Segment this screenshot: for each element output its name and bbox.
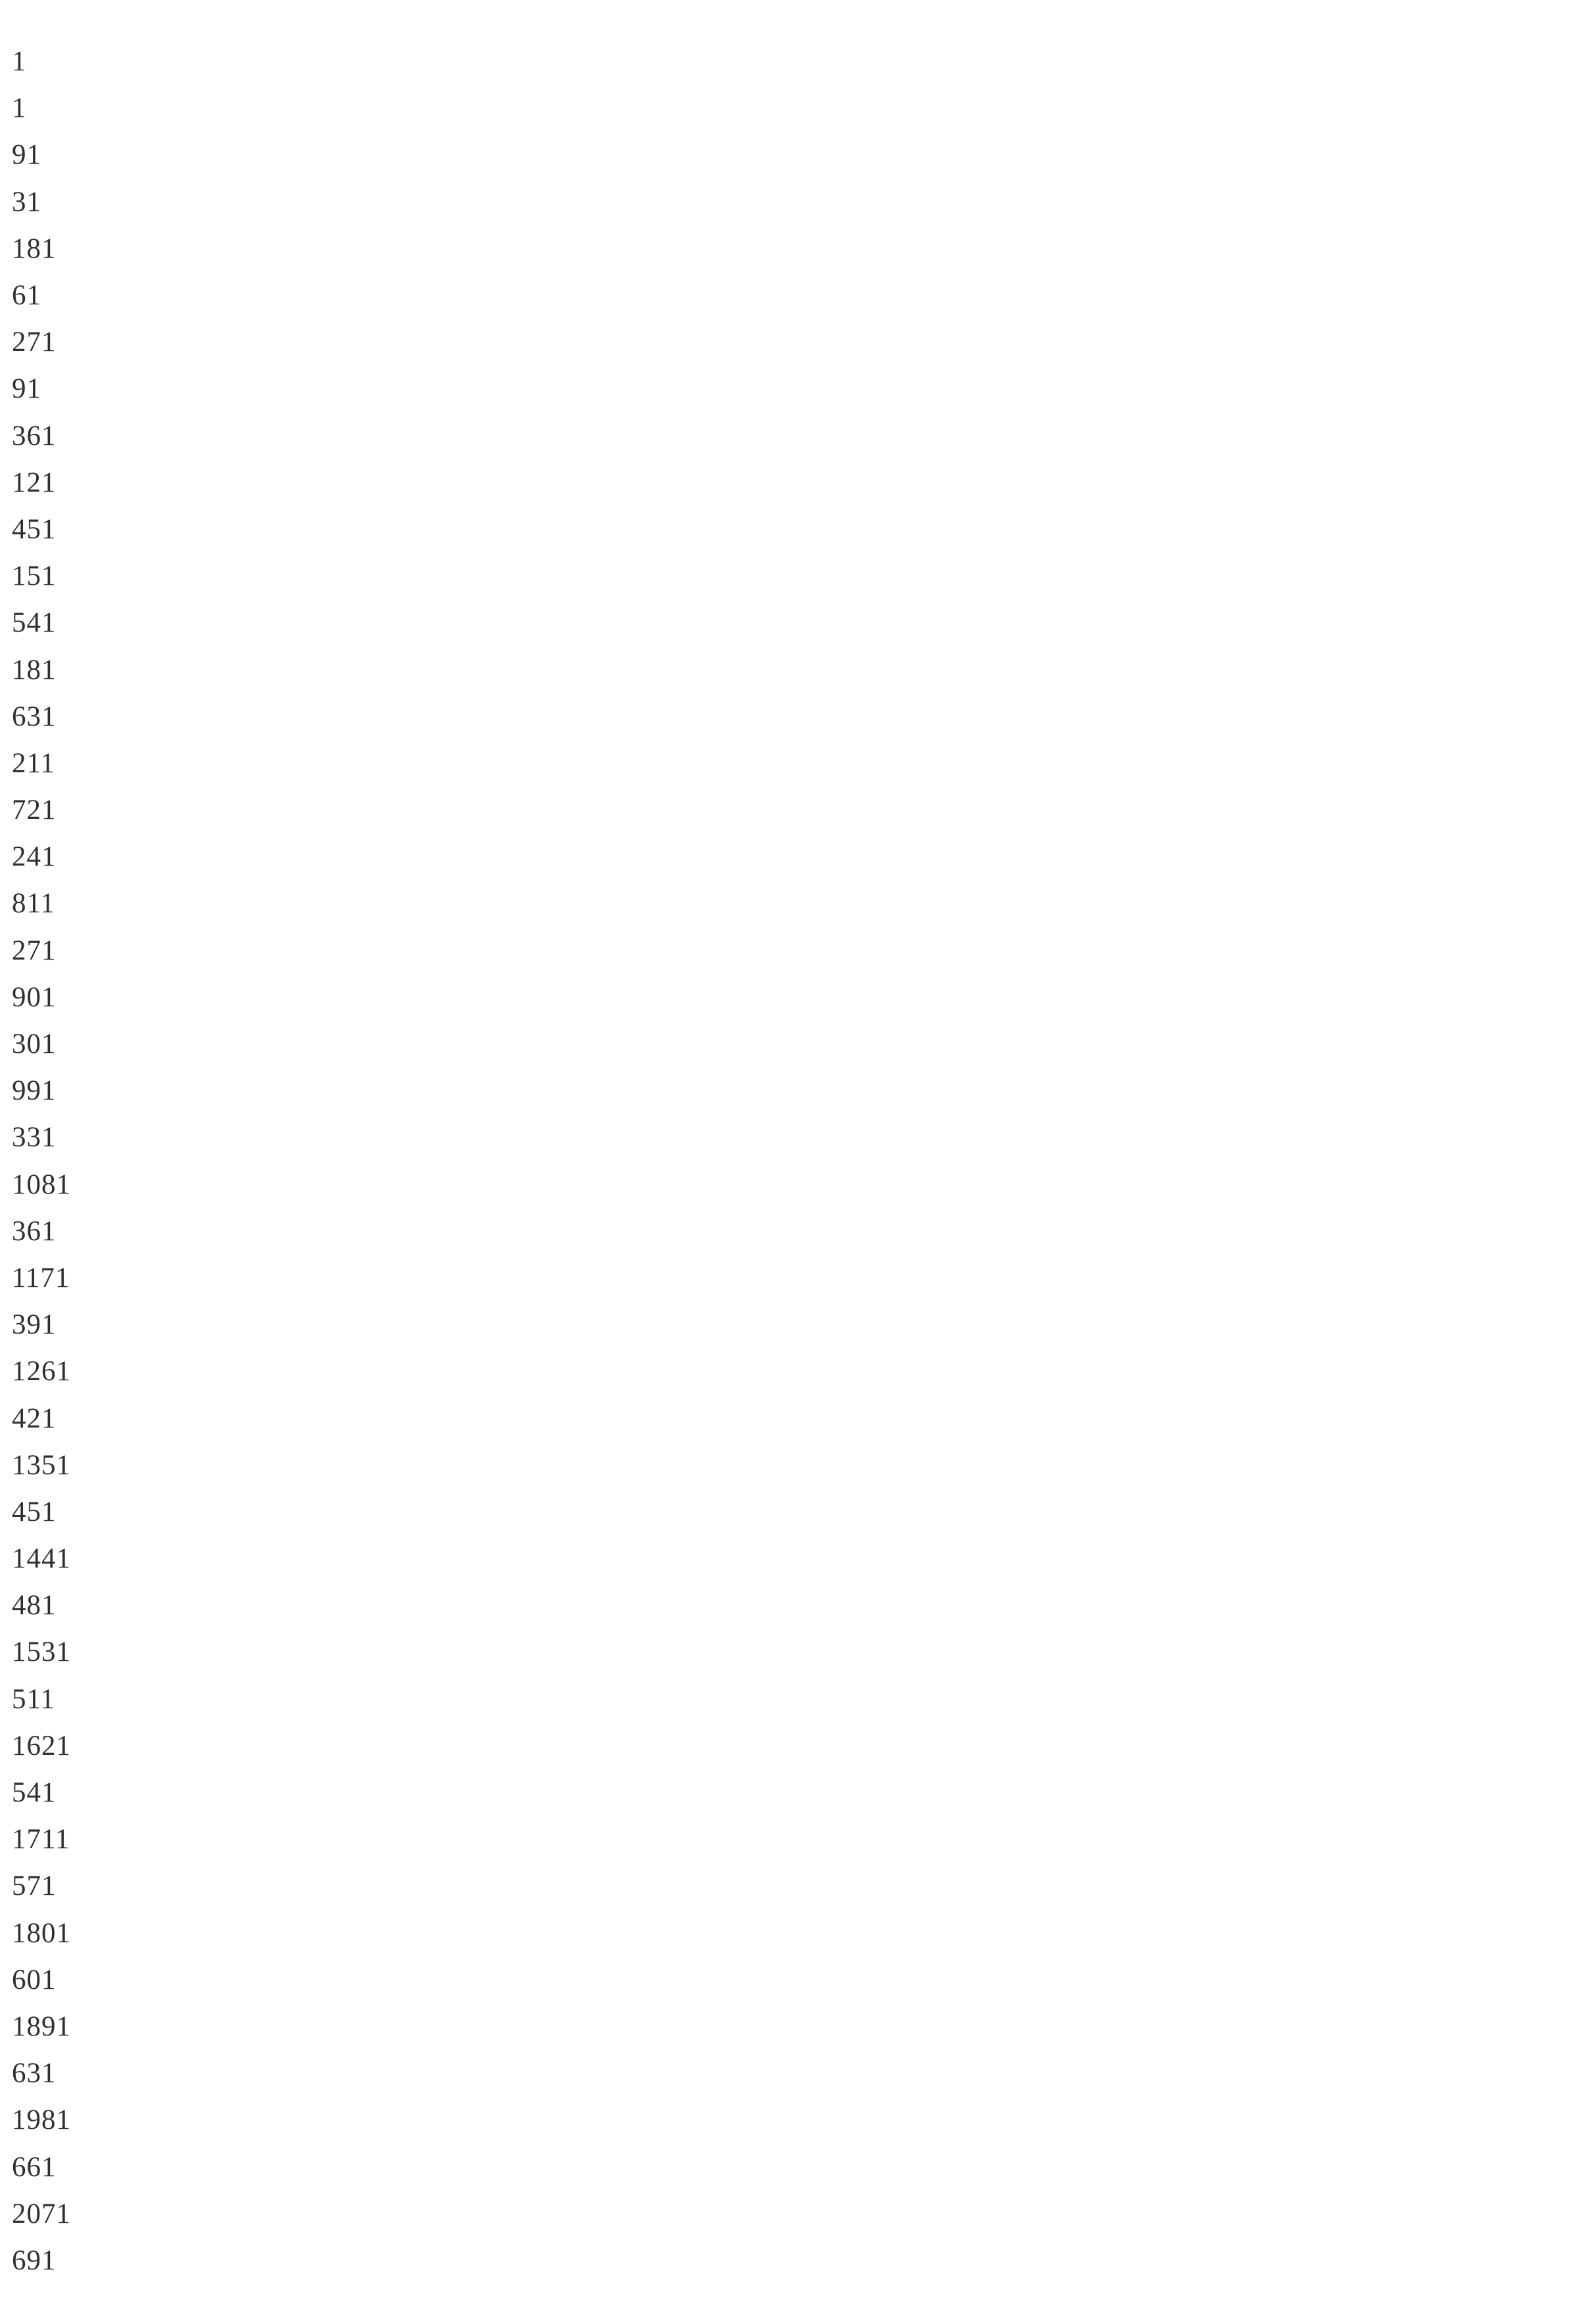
amino-acid-position-number: 361 <box>12 1215 57 1247</box>
amino-acid-row <box>12 1769 1580 1816</box>
nucleotide-row <box>12 787 1580 833</box>
amino-acid-position-number: 481 <box>12 1590 57 1621</box>
nucleotide-row <box>12 2003 1580 2050</box>
nucleotide-position-number: 91 <box>12 139 41 171</box>
amino-acid-position-number: 511 <box>12 1683 55 1715</box>
nucleotide-position-number: 1801 <box>12 1917 71 1949</box>
amino-acid-row <box>12 1863 1580 1909</box>
amino-acid-position-number: 451 <box>12 1496 57 1527</box>
nucleotide-row <box>12 1067 1580 1114</box>
amino-acid-position-number: 211 <box>12 747 55 779</box>
amino-acid-row <box>12 2143 1580 2190</box>
nucleotide-position-number: 1621 <box>12 1730 71 1761</box>
amino-acid-position-number: 541 <box>12 1777 57 1809</box>
nucleotide-row <box>12 880 1580 927</box>
amino-acid-position-number: 181 <box>12 654 57 686</box>
nucleotide-position-number: 1351 <box>12 1449 71 1481</box>
nucleotide-row <box>12 319 1580 365</box>
nucleotide-row <box>12 1348 1580 1395</box>
nucleotide-position-number: 1711 <box>12 1824 70 1855</box>
nucleotide-row <box>12 131 1580 178</box>
amino-acid-position-number: 241 <box>12 841 57 873</box>
nucleotide-position-number: 541 <box>12 607 57 639</box>
nucleotide-position-number: 1531 <box>12 1637 71 1668</box>
amino-acid-row <box>12 1489 1580 1535</box>
nucleotide-position-number: 451 <box>12 513 57 545</box>
nucleotide-row <box>12 1161 1580 1208</box>
nucleotide-row <box>12 225 1580 272</box>
nucleotide-position-number: 1081 <box>12 1169 71 1200</box>
amino-acid-position-number: 391 <box>12 1309 57 1341</box>
amino-acid-position-number: 151 <box>12 561 57 592</box>
amino-acid-position-number: 301 <box>12 1029 57 1060</box>
amino-acid-row <box>12 1114 1580 1161</box>
amino-acid-row <box>12 85 1580 131</box>
amino-acid-position-number: 661 <box>12 2151 57 2183</box>
nucleotide-position-number: 811 <box>12 888 55 919</box>
nucleotide-row <box>12 1629 1580 1675</box>
nucleotide-position-number: 2071 <box>12 2198 71 2229</box>
nucleotide-position-number: 1891 <box>12 2010 71 2042</box>
nucleotide-row <box>12 506 1580 553</box>
amino-acid-position-number: 1 <box>12 93 27 124</box>
nucleotide-row <box>12 1910 1580 1957</box>
amino-acid-position-number: 331 <box>12 1122 57 1153</box>
nucleotide-position-number: 721 <box>12 795 57 826</box>
amino-acid-row <box>12 927 1580 974</box>
amino-acid-position-number: 61 <box>12 280 41 312</box>
nucleotide-row <box>12 599 1580 646</box>
nucleotide-row <box>12 974 1580 1021</box>
amino-acid-row <box>12 459 1580 506</box>
amino-acid-position-number: 271 <box>12 935 57 966</box>
amino-acid-row <box>12 365 1580 412</box>
amino-acid-row <box>12 833 1580 880</box>
amino-acid-row <box>12 1395 1580 1441</box>
amino-acid-row <box>12 1301 1580 1348</box>
amino-acid-row <box>12 1208 1580 1255</box>
nucleotide-position-number: 1171 <box>12 1262 70 1293</box>
nucleotide-position-number: 181 <box>12 233 57 264</box>
amino-acid-row <box>12 1021 1580 1067</box>
nucleotide-position-number: 361 <box>12 420 57 452</box>
nucleotide-row <box>12 1255 1580 1301</box>
nucleotide-position-number: 1981 <box>12 2104 71 2136</box>
nucleotide-row <box>12 1442 1580 1489</box>
amino-acid-position-number: 571 <box>12 1871 57 1902</box>
amino-acid-row <box>12 740 1580 787</box>
nucleotide-row <box>12 2097 1580 2143</box>
amino-acid-position-number: 91 <box>12 373 41 405</box>
amino-acid-position-number: 631 <box>12 2058 57 2089</box>
nucleotide-position-number: 901 <box>12 981 57 1013</box>
amino-acid-row <box>12 272 1580 319</box>
nucleotide-position-number: 991 <box>12 1075 57 1107</box>
amino-acid-row <box>12 1582 1580 1629</box>
nucleotide-row <box>12 1535 1580 1582</box>
amino-acid-row <box>12 2237 1580 2284</box>
nucleotide-position-number: 631 <box>12 701 57 732</box>
nucleotide-row <box>12 38 1580 85</box>
nucleotide-row <box>12 1816 1580 1863</box>
nucleotide-row <box>12 2191 1580 2237</box>
nucleotide-position-number: 1261 <box>12 1356 71 1387</box>
nucleotide-row <box>12 1723 1580 1769</box>
amino-acid-position-number: 691 <box>12 2244 57 2276</box>
amino-acid-row <box>12 179 1580 225</box>
amino-acid-position-number: 31 <box>12 186 41 218</box>
amino-acid-position-number: 601 <box>12 1964 57 1995</box>
nucleotide-row <box>12 693 1580 740</box>
amino-acid-row <box>12 1957 1580 2003</box>
nucleotide-position-number: 1441 <box>12 1543 71 1575</box>
amino-acid-row <box>12 553 1580 599</box>
amino-acid-position-number: 121 <box>12 467 57 498</box>
amino-acid-row <box>12 1676 1580 1723</box>
amino-acid-row <box>12 2050 1580 2097</box>
nucleotide-position-number: 271 <box>12 327 57 358</box>
amino-acid-position-number: 421 <box>12 1403 57 1434</box>
nucleotide-row <box>12 413 1580 459</box>
nucleotide-position-number: 1 <box>12 46 27 78</box>
amino-acid-row <box>12 646 1580 693</box>
